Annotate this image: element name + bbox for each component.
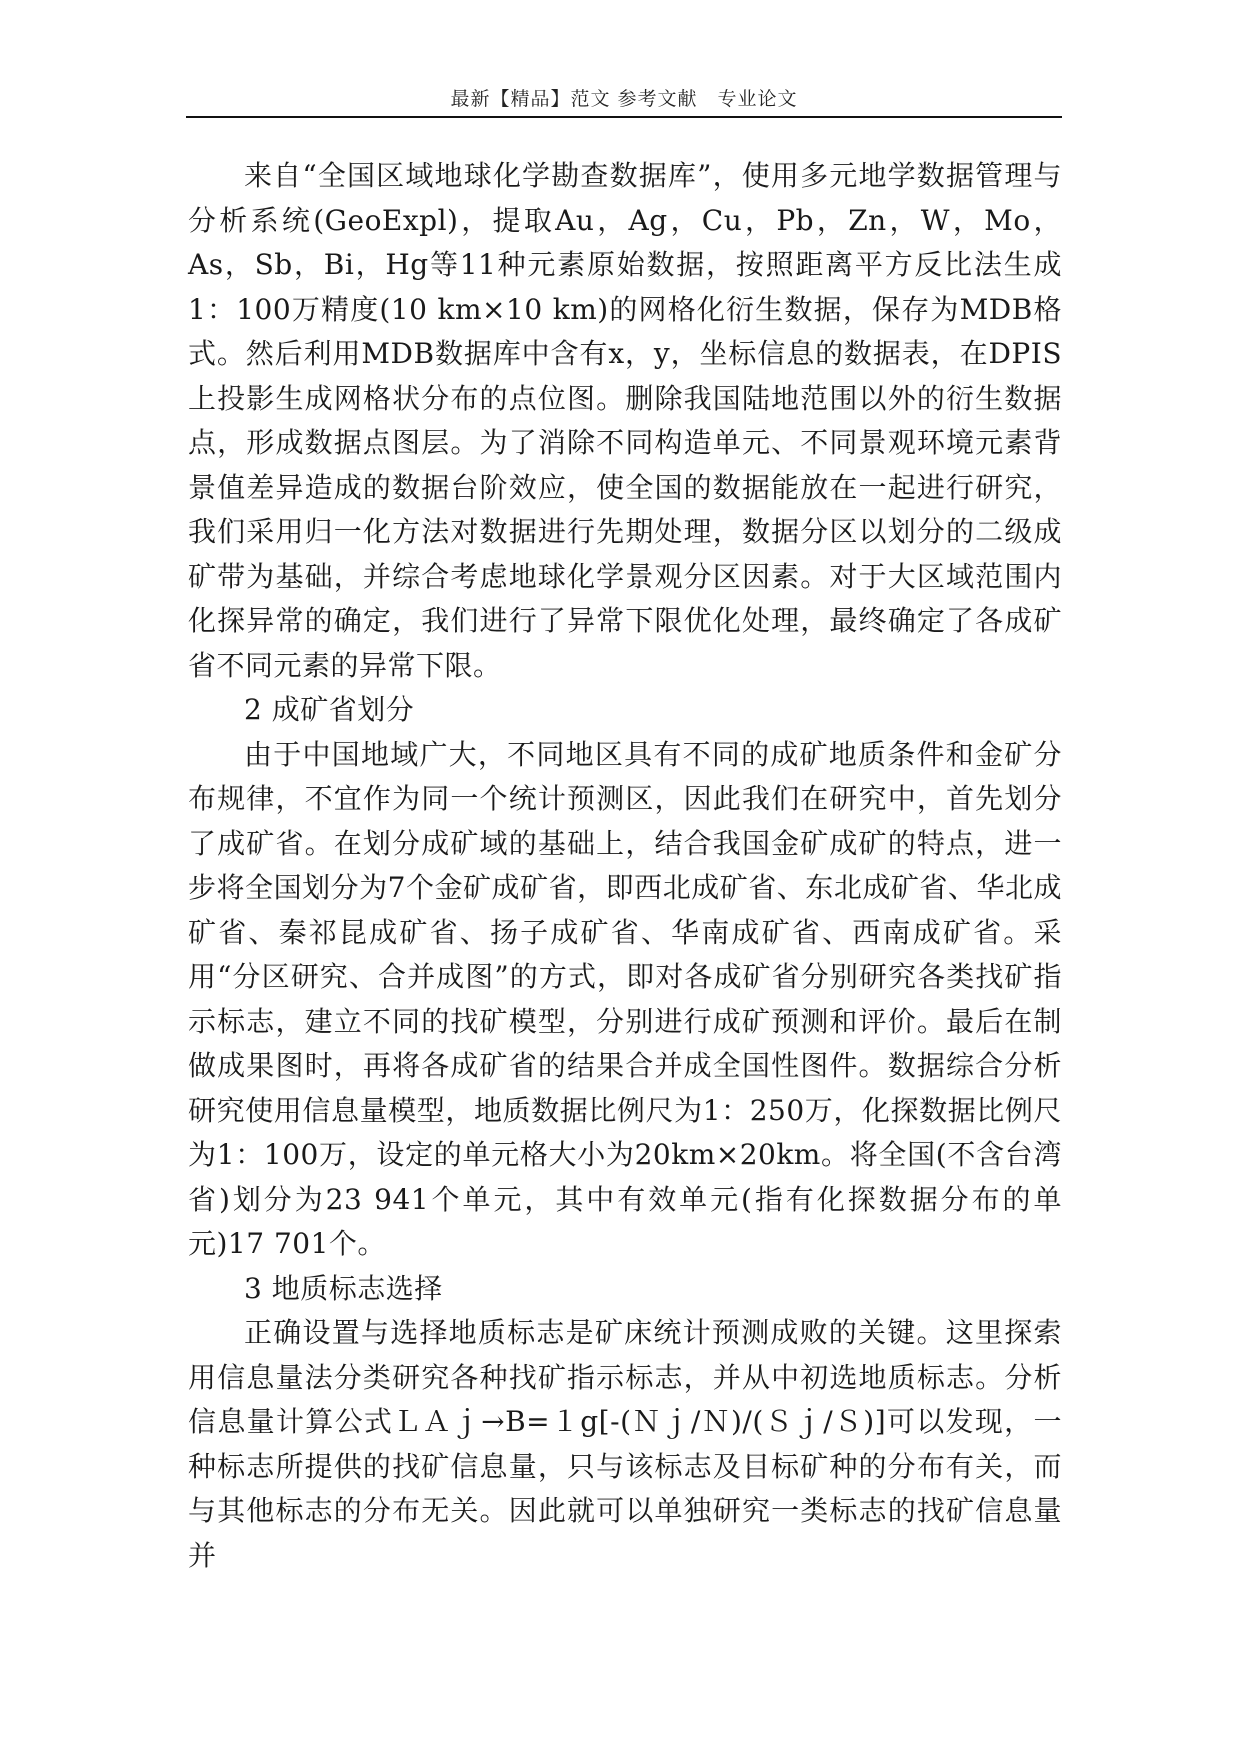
paragraph-geological-markers: 正确设置与选择地质标志是矿床统计预测成败的关键。这里探索用信息量法分类研究各种找矿指示标志，并从中初选地质标志。分析信息量计算公式ＬＡｊ→B=１g[-(Ｎｊ/Ｎ)/(Ｓｊ/Ｓ)]可以发现，一种标志所提供的找矿信息量，只与该标志及目标矿种的分布有关，而与其他标志的分布无关。因此就可以单独研究一类标志的找矿信息量并 [188, 1316, 1062, 1572]
paragraph-data-processing: 来自“全国区域地球化学勘查数据库”，使用多元地学数据管理与分析系统(GeoExpl)，提取Au，Ag，Cu，Pb，Zn，W，Mo，As，Sb，Bi，Hg等11种元素原始数据，按照距离平方反比法生成1：100万精度(10 km×10 km)的网格化衍生数据，保存为MDB格式。然后利用MDB数据库中含有x，y，坐标信息的数据表，在DPIS上投影生成网格状分布的点位图。删除我国陆地范围以外的衍生数据点，形成数据点图层。为了消除不同构造单元、不同景观环境元素背景值差异造成的数据台阶效应，使全国的数据能放在一起进行研究，我们采用归一化方法对数据进行先期处理，数据分区以划分的二级成矿带为基础，并综合考虑地球化学景观分区因素。对于大区域范围内化探异常的确定，我们进行了异常下限优化处理，最终确定了各成矿省不同元素的异常下限。 [188, 159, 1062, 682]
section-heading-3: 3 地质标志选择 [244, 1271, 443, 1305]
section-heading-2: 2 成矿省划分 [244, 693, 415, 726]
paragraph-metallogenic-provinces: 由于中国地域广大，不同地区具有不同的成矿地质条件和金矿分布规律，不宜作为同一个统计预测区，因此我们在研究中，首先划分了成矿省。在划分成矿域的基础上，结合我国金矿成矿的特点，进一步将全国划分为7个金矿成矿省，即西北成矿省、东北成矿省、华北成矿省、秦祁昆成矿省、扬子成矿省、华南成矿省、西南成矿省。采用“分区研究、合并成图”的方式，即对各成矿省分别研究各类找矿指示标志，建立不同的找矿模型，分别进行成矿预测和评价。最后在制做成果图时，再将各成矿省的结果合并成全国性图件。数据综合分析研究使用信息量模型，地质数据比例尺为1：250万，化探数据比例尺为1：100万，设定的单元格大小为20km×20km。将全国(不含台湾省)划分为23 941个单元，其中有效单元(指有化探数据分布的单元)17 701个。 [188, 737, 1062, 1260]
document-body [188, 154, 1062, 1578]
page-header: 最新【精品】范文 参考文献 专业论文 [450, 88, 798, 110]
header-divider [186, 116, 1062, 118]
